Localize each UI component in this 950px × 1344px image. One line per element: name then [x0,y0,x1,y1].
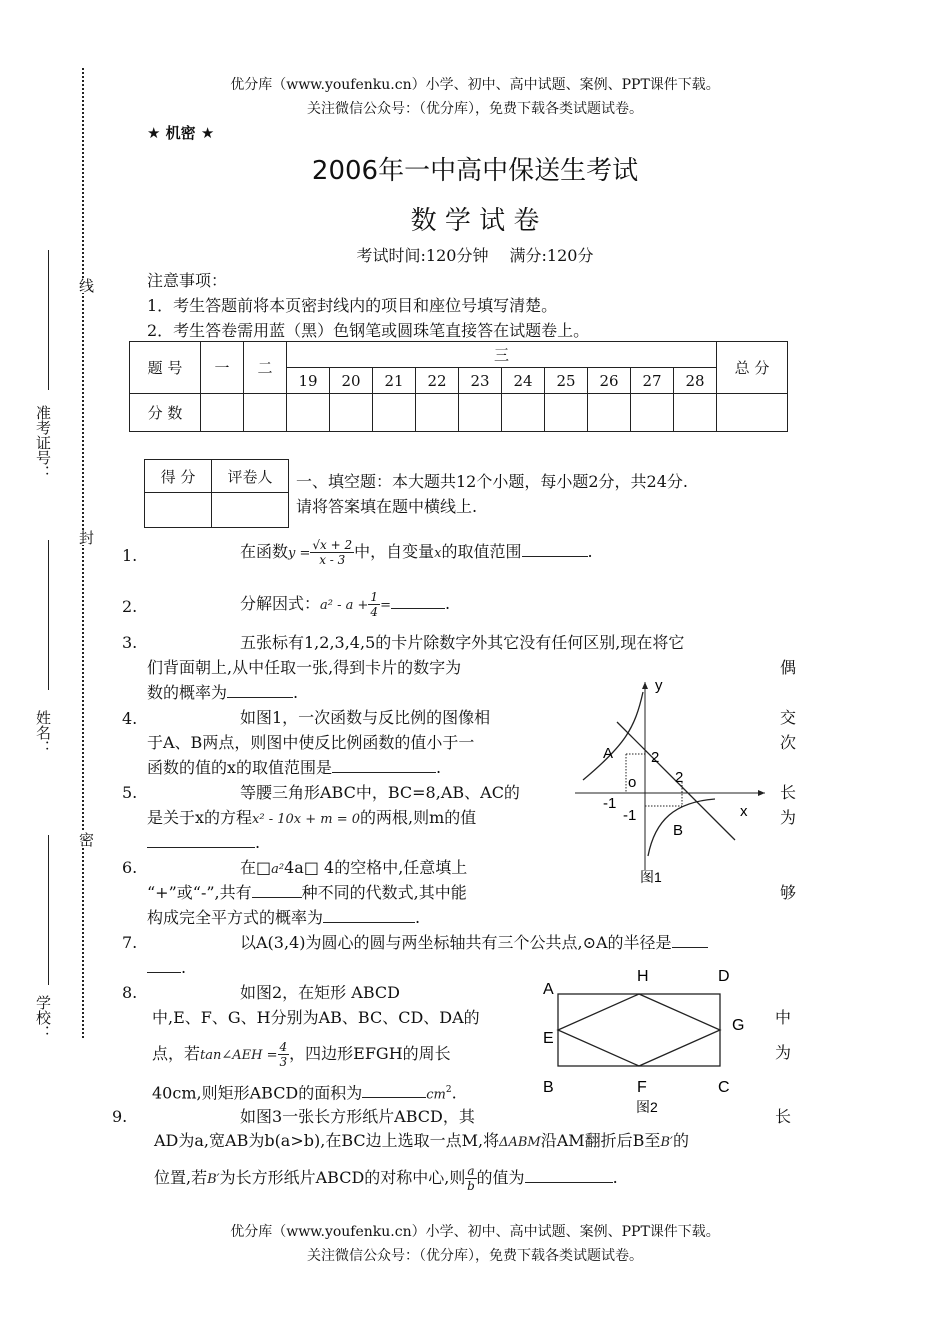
q1-y: y = [288,546,311,561]
q5-line2-right: 为 [780,808,797,827]
q8-answer-blank[interactable] [362,1081,426,1098]
score-cell[interactable] [717,394,788,432]
q4-line1-right: 交 [780,708,797,727]
score-cell[interactable] [201,394,244,432]
q8-fraction-den: 3 [279,1055,288,1069]
seal-label-secret: 密 [77,832,95,847]
q1-x: x [434,546,442,561]
score-cell[interactable] [373,394,416,432]
figure1-label-y: y [655,677,663,694]
q8-unit: cm [426,1087,446,1103]
q2-end: . [444,594,451,613]
q2-text-a: 分解因式： [240,594,321,613]
figure1-label-neg1-y: -1 [623,807,637,824]
q6-line1 [240,855,467,882]
q1-fraction-den: x - 3 [319,553,346,567]
q9-fraction-num: a [467,1164,475,1178]
exam-title: 2006年一中高中保送生考试 [311,156,639,186]
q3-line2: 们背面朝上,从中任取一张,得到卡片的数字为 [147,658,462,677]
q9-line2-c: 的 [672,1131,689,1150]
section1-line2: 请将答案填在题中横线上. [296,497,478,516]
q8-line3-right: 为 [775,1043,792,1062]
q6-line1-a: 在□ [240,858,272,877]
score-table-number: 26 [588,368,631,394]
q9-line3-c: 的值为 [476,1168,525,1187]
q8-line2-right: 中 [775,1008,792,1027]
score-cell[interactable] [416,394,459,432]
q6-a-squared: a² [271,862,285,877]
q9-line2-b: 沿AM翻折后B至 [540,1131,661,1150]
q7-line1-text: 以A(3,4)为圆心的圆与两坐标轴共有三个公共点,⊙A的半径是 [240,933,672,952]
q7-answer-blank[interactable] [672,931,708,948]
figure1-label-origin: o [628,774,637,791]
exam-time-score: 考试时间:120分钟 满分:120分 [356,246,594,265]
q9-line1-right: 长 [775,1107,792,1126]
q3-line3 [147,680,298,705]
q4-end: . [436,758,442,777]
score-table-number: 25 [545,368,588,394]
q6-number: 6. [122,858,138,877]
q7-end: . [181,958,187,977]
figure2-label-a: A [543,981,554,998]
score-table-score-label: 分 数 [130,394,201,432]
q8-fraction-num: 4 [279,1040,288,1054]
q1-fraction [310,538,354,567]
figure1-hyperbola-upper [583,692,643,780]
score-table-total: 总 分 [717,342,788,394]
figure2-rectangle [535,960,765,1120]
q8-end: . [451,1083,457,1103]
figure1-x-arrow [758,790,765,796]
score-cell[interactable] [588,394,631,432]
figure1-label-neg1-x: -1 [603,795,617,812]
q3-line1: 五张标有1,2,3,4,5的卡片除数字外其它没有任何区别,现在将它 [240,633,685,652]
q6-line2-b: 种不同的代数式,其中能 [301,883,467,902]
q3-answer-blank[interactable] [227,681,293,698]
q8-line3-a: 点，若 [152,1044,201,1063]
q7-line2 [147,955,186,980]
q6-line1-b: 4a□ 4的空格中,任意填上 [284,858,468,877]
school-label: 学校： [34,995,52,1040]
q9-line3-b: 为长方形纸片ABCD的对称中心,则 [219,1168,466,1187]
score-cell[interactable] [287,394,330,432]
figure2-label-c: C [718,1079,730,1096]
q5-equation: x² - 10x + m = 0 [252,812,361,827]
q4-number: 4. [122,709,138,728]
figure1-label-2-y: 2 [651,749,660,766]
q9-bprime-2: B′ [207,1172,220,1187]
q8-tan: tan∠AEH = [200,1048,278,1063]
figure2-label-d: D [718,968,730,985]
q7-answer-blank-cont[interactable] [147,956,181,973]
q9-bprime: B′ [660,1135,673,1150]
name-label: 姓名： [34,710,52,755]
q5-answer-blank[interactable] [147,831,255,848]
q2-eq: = [380,598,391,613]
score-table-col-2: 二 [244,342,287,394]
score-cell[interactable] [674,394,717,432]
score-table [129,341,788,432]
q1-text [240,538,593,567]
q8-line2: 中,E、F、G、H分别为AB、BC、CD、DA的 [152,1008,480,1027]
q6-end: . [415,908,421,927]
q2-fraction-den: 4 [370,605,379,619]
q9-end: . [612,1168,618,1187]
score-table-col-3: 三 [287,342,717,368]
score-table-number: 28 [674,368,717,394]
q8-line3 [152,1040,451,1069]
score-cell[interactable] [459,394,502,432]
q1-answer-blank[interactable] [522,540,588,557]
q5-line2-a: 是关于x的方程 [147,808,253,827]
q2-expr: a² - a + [320,598,369,613]
grader-name-cell[interactable] [212,493,289,528]
figure1-label-b: B [673,822,684,839]
q9-line1: 如图3一张长方形纸片ABCD，其 [240,1107,475,1126]
seal-label-line: 线 [77,278,95,293]
notice-item-1: 1．考生答题前将本页密封线内的项目和座位号填写清楚。 [147,296,558,315]
q6-line2 [147,880,467,905]
score-table-number: 20 [330,368,373,394]
score-table-number: 19 [287,368,330,394]
grader-score-cell[interactable] [145,493,212,528]
q6-line2-right: 够 [780,883,797,902]
grader-name-label: 评卷人 [212,460,289,493]
q2-fraction [368,590,380,619]
q3-line2-right: 偶 [780,658,797,677]
q3-number: 3. [122,633,138,652]
q2-answer-blank[interactable] [391,592,445,609]
score-cell[interactable] [244,394,287,432]
seal-label-seal: 封 [77,530,95,545]
q2-text [240,590,450,619]
q9-answer-blank[interactable] [525,1166,613,1183]
q5-line2-b: 的两根,则m的值 [360,808,477,827]
q4-line1: 如图1，一次函数与反比例的图像相 [240,708,491,727]
q8-line4: 40cm,则矩形ABCD的面积为 $cm^2$. [152,1083,457,1103]
header-line1: 优分库（www.youfenku.cn）小学、初中、高中试题、案例、PPT课件下载。 [230,77,720,93]
q6-line2-a: “+”或“-”,共有 [147,883,252,902]
score-table-number: 21 [373,368,416,394]
q5-line3 [147,830,260,855]
q4-answer-blank[interactable] [332,756,436,773]
notice-item-2: 2．考生答卷需用蓝（黑）色钢笔或圆珠笔直接答在试题卷上。 [147,321,590,340]
q5-line1-right: 长 [780,783,797,802]
figure1-label-x: x [740,803,748,820]
q9-fraction-den: b [467,1179,475,1193]
score-cell[interactable] [502,394,545,432]
score-cell[interactable] [631,394,674,432]
q4-line2: 于A、B两点，则图中使反比例函数的值小于一 [147,733,475,752]
q8-line3-b: ，四边形EFGH的周长 [289,1044,451,1063]
q9-triangle: ΔABM [499,1135,541,1150]
q9-line3-a: 位置,若 [154,1168,208,1187]
q6-answer-blank-2[interactable] [323,906,415,923]
school-underline [48,835,49,985]
score-cell[interactable] [330,394,373,432]
figure2-label-b: B [543,1079,554,1096]
name-underline [48,540,49,690]
q3-line3-text: 数的概率为 [147,683,228,702]
q5-end: . [255,833,261,852]
q9-line2 [154,1128,689,1155]
score-table-number: 23 [459,368,502,394]
q6-line3 [147,905,420,930]
score-table-number: 22 [416,368,459,394]
q9-line3 [154,1164,618,1193]
score-table-number: 24 [502,368,545,394]
exam-subtitle: 数 学 试 卷 [410,206,540,236]
header-line2: 关注微信公众号：（优分库），免费下载各类试题试卷。 [307,101,643,117]
footer-line2: 关注微信公众号：（优分库），免费下载各类试题试卷。 [307,1248,643,1264]
q9-line2-a: AD为a,宽AB为b(a>b),在BC边上选取一点M,将 [154,1131,500,1150]
q8-line1: 如图2，在矩形 ABCD [240,983,400,1002]
q8-line4-text: 40cm,则矩形ABCD的面积为 [152,1083,363,1103]
confidential-mark: ★ 机密 ★ [147,124,215,142]
q1-text-a: 在函数 [240,542,289,561]
figure2-label-g: G [732,1017,745,1034]
figure1-label-2-x: 2 [675,769,684,786]
q5-number: 5. [122,783,138,802]
q7-number: 7. [122,933,138,952]
score-table-col-1: 一 [201,342,244,394]
q8-number: 8. [122,983,138,1002]
score-table-q-label: 题 号 [130,342,201,394]
q9-number: 9. [112,1107,128,1126]
section1-line1: 一、填空题：本大题共12个小题，每小题2分，共24分. [296,472,688,491]
figure2-rhombus-efgh [558,994,720,1066]
footer-line1: 优分库（www.youfenku.cn）小学、初中、高中试题、案例、PPT课件下载。 [230,1224,720,1240]
figure1-caption: 图1 [640,869,662,885]
q3-end: . [293,683,299,702]
q1-number: 1. [122,546,138,565]
q1-end: . [587,542,593,561]
q6-answer-blank-1[interactable] [252,881,302,898]
score-cell[interactable] [545,394,588,432]
notice-heading: 注意事项： [147,271,228,290]
q1-fraction-num: √x + 2 [312,538,353,552]
q4-line2-right: 次 [780,733,797,752]
figure1-y-arrow [642,682,648,689]
figure2-caption: 图2 [636,1099,658,1115]
exam-id-label: 准考证号： [34,405,52,480]
score-table-number: 27 [631,368,674,394]
q8-fraction [278,1040,290,1069]
q1-text-b: 中，自变量 [354,542,435,561]
figure1-label-a: A [603,745,614,762]
grader-table [144,459,289,528]
exam-id-underline [48,250,49,390]
q7-line1 [240,930,708,955]
q4-line3 [147,755,441,780]
figure2-label-e: E [543,1030,554,1047]
q4-line3-text: 函数的值的x的取值范围是 [147,758,333,777]
q2-fraction-num: 1 [370,590,379,604]
figure2-rect-abcd [558,994,720,1066]
q6-line3-text: 构成完全平方式的概率为 [147,908,324,927]
q2-number: 2. [122,597,138,616]
grader-score-label: 得 分 [145,460,212,493]
q5-line2 [147,805,476,832]
q5-line1: 等腰三角形ABC中，BC=8,AB、AC的 [240,783,520,802]
q1-text-c: 的取值范围 [441,542,522,561]
figure2-label-f: F [637,1079,647,1096]
q9-fraction [465,1164,476,1193]
figure2-label-h: H [637,968,649,985]
figure1-graph [565,670,775,890]
